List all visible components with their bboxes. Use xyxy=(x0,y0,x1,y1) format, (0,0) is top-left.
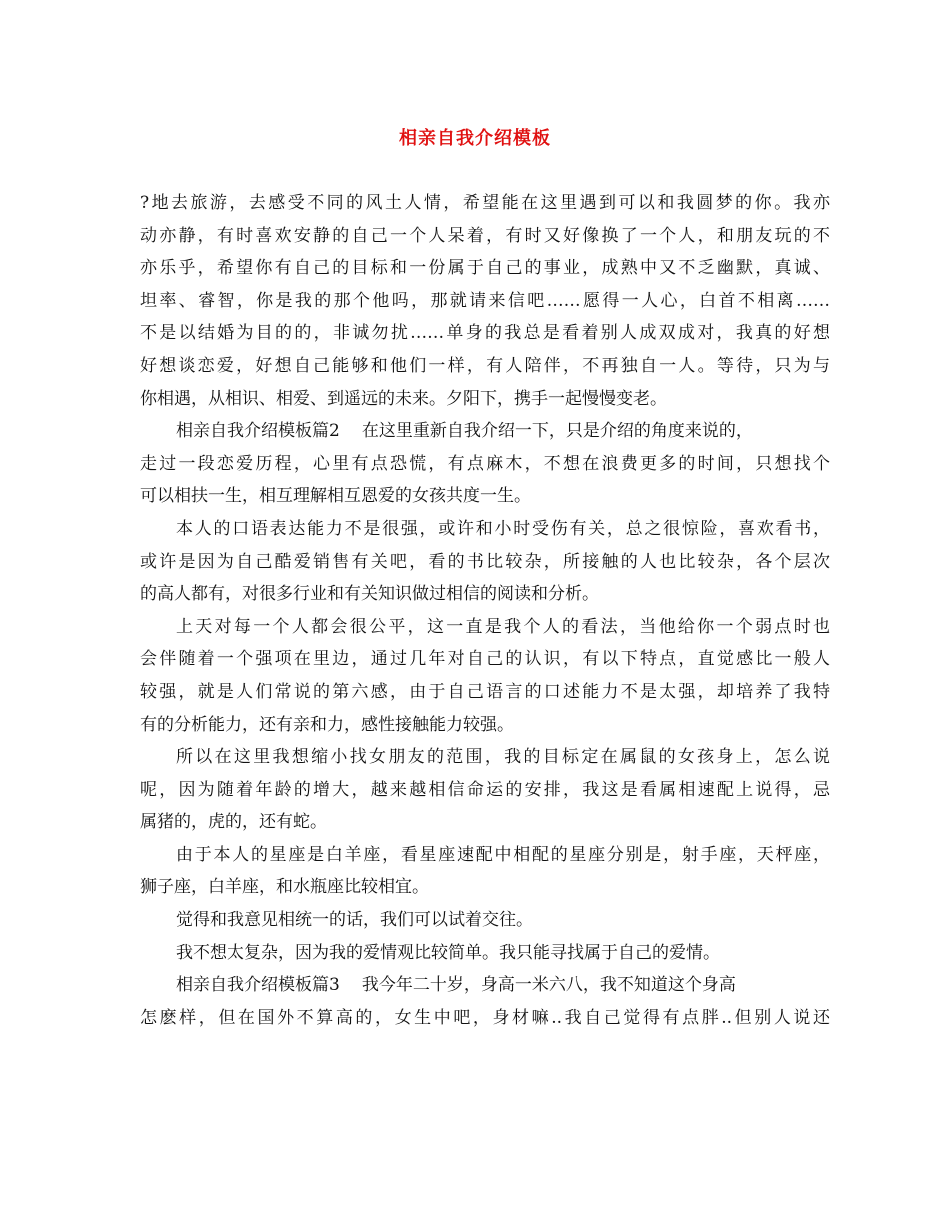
text-line: 狮子座，白羊座，和水瓶座比较相宜。 xyxy=(140,877,429,898)
paragraph xyxy=(140,187,830,415)
paragraph xyxy=(140,611,830,741)
section-heading: 相亲自我介绍模板篇3 xyxy=(176,975,340,996)
paragraph xyxy=(140,415,830,513)
text-line: 你相遇，从相识、相爱、到遥远的未来。夕阳下，携手一起慢慢变老。 xyxy=(140,388,667,409)
text-line xyxy=(140,969,830,1002)
document-title: 相亲自我介绍模板 xyxy=(399,128,551,149)
text-line: 动亦静，有时喜欢安静的自己一个人呆着，有时又好像换了一个人，和朋友玩的不 xyxy=(140,225,830,246)
text-line: 较强，就是人们常说的第六感，由于自己语言的口述能力不是太强，却培养了我特 xyxy=(140,681,830,702)
text-line: 好想谈恋爱，好想自己能够和他们一样，有人陪伴，不再独自一人。等待，只为与 xyxy=(140,355,830,376)
text-line: 的高人都有，对很多行业和有关知识做过相信的阅读和分析。 xyxy=(140,584,599,605)
text-line: 不是以结婚为目的的，非诚勿扰……单身的我总是看着别人成双成对，我真的好想 xyxy=(140,323,830,344)
paragraph xyxy=(140,741,830,839)
text-line: 由于本人的星座是白羊座，看星座速配中相配的星座分别是，射手座，天枰座， xyxy=(176,844,830,865)
text-line: 亦乐乎，希望你有自己的目标和一份属于自己的事业，成熟中又不乏幽默，真诚、 xyxy=(140,258,830,279)
document-body xyxy=(140,187,830,1034)
text-line: 呢，因为随着年龄的增大，越来越相信命运的安排，我这是看属相速配上说得，忌 xyxy=(140,779,830,800)
paragraph xyxy=(140,969,830,1034)
text-line: 怎麽样，但在国外不算高的，女生中吧，身材嘛..我自己觉得有点胖..但别人说还 xyxy=(140,1007,830,1028)
text-run: 在这里重新自我介绍一下，只是介绍的角度来说的， xyxy=(361,421,753,442)
text-line: 会伴随着一个强项在里边，通过几年对自己的认识，有以下特点，直觉感比一般人 xyxy=(140,649,830,670)
paragraph xyxy=(140,937,830,970)
text-line: 或许是因为自己酷爱销售有关吧，看的书比较杂，所接触的人也比较杂，各个层次 xyxy=(140,551,830,572)
paragraph xyxy=(140,904,830,937)
text-line: 本人的口语表达能力不是很强，或许和小时受伤有关，总之很惊险，喜欢看书， xyxy=(176,518,830,539)
text-line: 我不想太复杂，因为我的爱情观比较简单。我只能寻找属于自己的爱情。 xyxy=(176,942,720,963)
text-line: 所以在这里我想缩小找女朋友的范围，我的目标定在属鼠的女孩身上，怎么说 xyxy=(176,747,830,768)
text-line: 有的分析能力，还有亲和力，感性接触能力较强。 xyxy=(140,714,514,735)
text-line: 上天对每一个人都会很公平，这一直是我个人的看法，当他给你一个弱点时也 xyxy=(176,616,830,637)
paragraph xyxy=(140,839,830,904)
text-line xyxy=(140,415,830,448)
text-line: 坦率、睿智，你是我的那个他吗，那就请来信吧……愿得一人心，白首不相离…… xyxy=(140,290,830,311)
text-run: 我今年二十岁，身高一米六八，我不知道这个身高 xyxy=(361,975,736,996)
text-line: 属猪的，虎的，还有蛇。 xyxy=(140,812,327,833)
section-heading: 相亲自我介绍模板篇2 xyxy=(176,421,340,442)
paragraph xyxy=(140,513,830,611)
text-line: 可以相扶一生，相互理解相互恩爱的女孩共度一生。 xyxy=(140,486,531,507)
text-line: 走过一段恋爱历程，心里有点恐慌，有点麻木，不想在浪费更多的时间，只想找个 xyxy=(140,453,830,474)
text-line: ?地去旅游，去感受不同的风土人情，希望能在这里遇到可以和我圆梦的你。我亦 xyxy=(140,193,830,213)
text-line: 觉得和我意见相统一的话，我们可以试着交往。 xyxy=(176,910,533,931)
